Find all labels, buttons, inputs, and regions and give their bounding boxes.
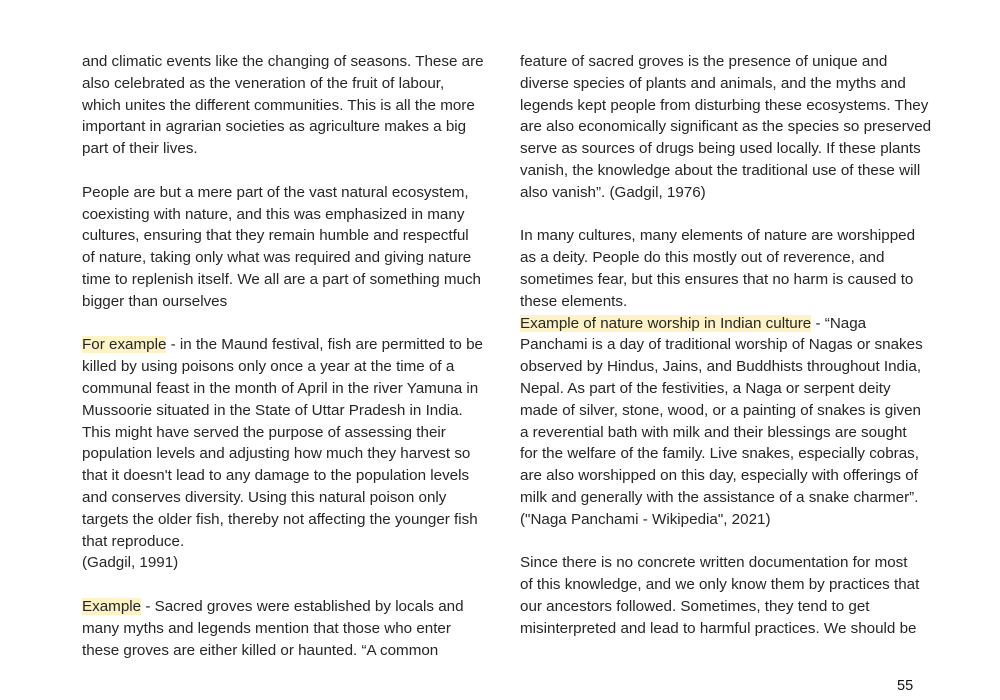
paragraph-gap <box>82 313 482 335</box>
text-line: serve as sources of drugs being used locally. If these plants <box>520 140 921 158</box>
text-line: important in agrarian societies as agriculture makes a big <box>82 118 467 136</box>
text-line: these groves are either killed or haunted. “A common <box>82 641 439 659</box>
text-line: many myths and legends mention that those who enter <box>82 619 451 637</box>
text-line: which unites the different communities. This is all the more <box>82 96 475 114</box>
text-line: also celebrated as the veneration of the fruit of labour, <box>82 74 445 92</box>
text-line: that it doesn't lead to any damage to the population levels <box>82 467 470 485</box>
text-line: Nepal. As part of the festivities, a Naga or serpent deity <box>520 379 891 397</box>
text-line: bigger than ourselves <box>82 292 228 310</box>
text-run: - “Naga <box>811 314 867 332</box>
text-line <box>520 313 920 335</box>
text-line: observed by Hindus, Jains, and Buddhists throughout India, <box>520 358 922 376</box>
paragraph-gap <box>82 574 482 596</box>
text-run: - in the Maund festival, fish are permitted to be <box>166 336 483 354</box>
text-line: as a deity. People do this mostly out of reverence, and <box>520 249 885 267</box>
text-line: Since there is no concrete written documentation for most <box>520 554 908 572</box>
left-column <box>82 51 482 661</box>
text-line: that reproduce. <box>82 532 185 550</box>
paragraph-naga-panchami <box>520 313 923 531</box>
citation: ("Naga Panchami - Wikipedia", 2021) <box>520 510 771 528</box>
text-line <box>82 334 482 356</box>
paragraph-sacred-groves <box>82 596 482 661</box>
text-line: a reverential bath with milk and their blessings are sought <box>520 423 907 441</box>
text-line: are also economically significant as the species so preserved <box>520 118 932 136</box>
text-line: of nature, taking only what was required and giving nature <box>82 249 472 267</box>
text-line: killed by using poisons only once a year at the time of a <box>82 358 455 376</box>
paragraph-worship <box>520 225 920 312</box>
text-line: for the welfare of the family. Live snakes, especially cobras, <box>520 445 919 463</box>
text-line: People are but a mere part of the vast natural ecosystem, <box>82 183 469 201</box>
text-line: and conserves diversity. Using this natural poison only <box>82 488 447 506</box>
paragraph-gap <box>520 531 920 553</box>
text-line: diverse species of plants and animals, and the myths and <box>520 74 906 92</box>
text-line: population levels and adjusting how much they harvest so <box>82 445 471 463</box>
text-line: also vanish”. (Gadgil, 1976) <box>520 183 706 201</box>
text-line: legends kept people from disturbing these ecosystems. They <box>520 96 929 114</box>
highlighted-phrase: Example <box>82 597 142 615</box>
text-line: communal feast in the month of April in the river Yamuna in <box>82 379 479 397</box>
text-line: targets the older fish, thereby not affecting the younger fish <box>82 510 478 528</box>
paragraph-ecosystem <box>82 182 482 313</box>
page-number: 55 <box>897 678 914 694</box>
paragraph-seasons <box>82 51 482 160</box>
paragraph-gap <box>82 160 482 182</box>
right-column <box>520 51 932 640</box>
text-line: of this knowledge, and we only know them by practices that <box>520 576 920 594</box>
citation: (Gadgil, 1991) <box>82 554 179 572</box>
text-line: vanish, the knowledge about the traditional use of these will <box>520 161 921 179</box>
text-line: cultures, ensuring that they remain humble and respectful <box>82 227 469 245</box>
text-line: these elements. <box>520 292 628 310</box>
paragraph-gap <box>520 204 920 226</box>
text-line: milk and generally with the assistance of a snake charmer”. <box>520 488 919 506</box>
text-line: and climatic events like the changing of seasons. These are <box>82 53 484 70</box>
text-run: - Sacred groves were established by locals and <box>141 597 464 615</box>
text-line: sometimes fear, but this ensures that no harm is caused to <box>520 270 914 288</box>
text-line <box>82 596 482 618</box>
paragraph-maund-festival <box>82 334 482 574</box>
text-line: feature of sacred groves is the presence of unique and <box>520 53 888 70</box>
text-line: In many cultures, many elements of nature are worshipped <box>520 227 916 245</box>
text-line: misinterpreted and lead to harmful practices. We should be <box>520 619 917 637</box>
text-line: part of their lives. <box>82 140 198 158</box>
highlighted-phrase: Example of nature worship in Indian culture <box>520 314 812 332</box>
text-line: time to replenish itself. We all are a part of something much <box>82 270 481 288</box>
text-line: Panchami is a day of traditional worship of Nagas or snakes <box>520 336 923 354</box>
paragraph-sacred-groves-cont <box>520 51 932 204</box>
paragraph-documentation <box>520 552 920 639</box>
text-line: coexisting with nature, and this was emphasized in many <box>82 205 465 223</box>
text-line: Mussoorie situated in the State of Uttar Pradesh in India. <box>82 401 463 419</box>
text-line: made of silver, stone, wood, or a painting of snakes is given <box>520 401 922 419</box>
text-line: are also worshipped on this day, especially with offerings of <box>520 467 918 485</box>
text-line: our ancestors followed. Sometimes, they tend to get <box>520 597 870 615</box>
highlighted-phrase: For example <box>82 336 167 354</box>
text-line: This might have served the purpose of assessing their <box>82 423 446 441</box>
